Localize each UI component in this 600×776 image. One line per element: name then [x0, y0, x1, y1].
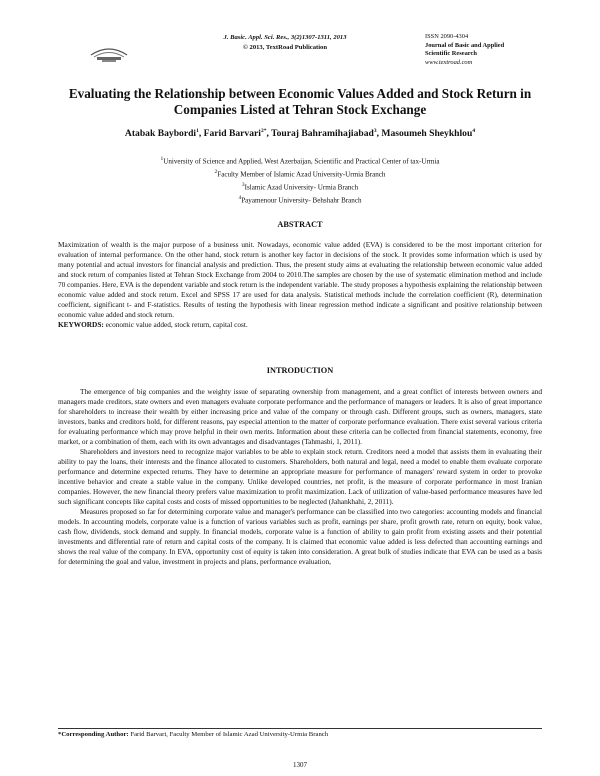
corresponding-author-footnote [58, 731, 542, 738]
issn: ISSN 2090-4304 [425, 33, 469, 40]
abstract-heading: ABSTRACT [277, 220, 323, 229]
journal-citation-block [205, 33, 365, 53]
paper-title: Evaluating the Relationship between Economic Values Added and Stock Return in Companies Listed at Tehran Stock Exchange [68, 86, 532, 117]
paragraph: Shareholders and investors need to recognize major variables to be able to explain stock return. Creditors need a model that assists them in evaluating their ability to pay the loans, their interests and the finance allocated to customers. Shareholders, both natural and legal, need a model to enable them evaluate corporate performance and determine expected returns. They have to determine an appropriate measure for performance of managers' reward system in order to provoke incentive behavior and create a stable value in the company. Unlike developed countries, net profit, is the measure of corporate performance in most Iranian companies. However, the new financial theory prefers value maximization to profit maximization. Lack of utilization of value-based performance measures have led such significant concepts like capital costs and costs of missed opportunities to be neglected (Jahankhahi, 2, 2011). [58, 447, 542, 506]
footnote-label: *Corresponding Author: [58, 731, 129, 738]
paragraph: Measures proposed so far for determining corporate value and manager's performance can be classified into two categories: accounting models and financial models. In accounting models, corporate value is a function of various variables such as profit, earnings per share, profit growth rate, return on equity, book value, cash flow, dividends, stock demand and supply. In financial models, corporate value is a function of ability to gain profit from existing assets and their potential investments and differential rate of return and capital costs of the company. It is claimed that economic value added is less defected than accounting earnings and shows the real value of the company. In EVA, opportunity cost of equity is taken into consideration. A great bulk of studies indicate that EVA can be used as a basis for determining the goal and value, investment in projects and plans, performance evaluation, [58, 507, 542, 566]
keywords [58, 320, 542, 330]
keywords-label: KEYWORDS: [58, 320, 104, 329]
paragraph: The emergence of big companies and the weighty issue of separating ownership from management, and a great conflict of interests between owners and managers made creditors, state owners and even managers evaluate corporate performance and the performance of managers or leaders. It is also of great importance for shareholders to increase their wealth by either increasing price and value of the company or through cash. Different groups, such as owners, managers, state investors, banks and creditors hold, for different reasons, pay especial attention to the matter of corporate performance evaluation. There exist several various criteria for evaluating performance which may prove helpful in their own merits. Information about these criteria can be collected from financial statements, economy, free market, or a combination of them, each with its own advantages and disadvantages (Tahmasbi, 1, 2011). [58, 387, 542, 446]
copyright: © 2013, TextRoad Publication [242, 44, 328, 51]
journal-name-line-1: Journal of Basic and Applied [425, 41, 505, 49]
affiliation: $^4$Payamenour University- Behshahr Branch [238, 194, 362, 204]
introduction-body [58, 387, 542, 567]
journal-id-block [425, 33, 565, 67]
affiliation: $^1$University of Science and Applied, West Azerbaijan, Scientific and Practical Center of tax-Urmia [160, 156, 440, 166]
author: Atabak Baybordi$^1$, [124, 128, 204, 140]
introduction-heading: INTRODUCTION [266, 366, 334, 375]
publisher-logo [88, 41, 130, 65]
author: Touraj Bahramihajiabad$^3$, [271, 128, 382, 140]
author: Farid Barvari$^{2*}$, [203, 128, 272, 140]
abstract-text: Maximization of wealth is the major purpose of a business unit. Nowadays, economic value added (EVA) is considered to be the most important criterion for evaluation of internal performance. On the other hand, stock return is another key factor in decisions of the stock. It provides some information which is used by many potential and actual investors for financial analysis and prediction. Thus, the present study aims at evaluating the relationship between economic value added and stock return of companies listed at Tehran Stock Exchange from 2004 to 2010.The samples are chosen by the use of systematic elimination method and include 70 companies. Here, EVA is the dependent variable and stock return is the independent variable. The study proposes a hypothesis explaining the relationship between economic value added and stock return. Excel and SPSS 17 are used for data analysis. Statistical methods include the correlation coefficient (R), determination coefficient, significant t- and F-statistics. Results of testing the hypothesis with linear regression method indicate a significant and positive relationship between economic value added and stock return. [58, 240, 542, 319]
journal-reference: J. Basic. Appl. Sci. Res., 3(2)1307-1311, 2013 [223, 34, 347, 41]
author: Masoumeh Sheykhlou$^4$ [381, 128, 476, 140]
journal-name-line-2: Scientific Research [425, 50, 477, 58]
footnote-text: Farid Barvari, Faculty Member of Islamic Azad University-Urmia Branch [128, 731, 329, 738]
keywords-text: economic value added, stock return, capital cost. [103, 320, 248, 329]
journal-website[interactable]: www.textroad.com [425, 58, 473, 66]
author-list [60, 128, 540, 139]
affiliation-list [60, 154, 540, 205]
abstract-body [58, 240, 542, 330]
page-number: 1307 [293, 761, 307, 769]
affiliation: $^3$Islamic Azad University- Urmia Branch [241, 181, 359, 192]
footnote-divider [58, 728, 542, 729]
affiliation: $^2$Faculty Member of Islamic Azad University-Urmia Branch [214, 168, 386, 179]
